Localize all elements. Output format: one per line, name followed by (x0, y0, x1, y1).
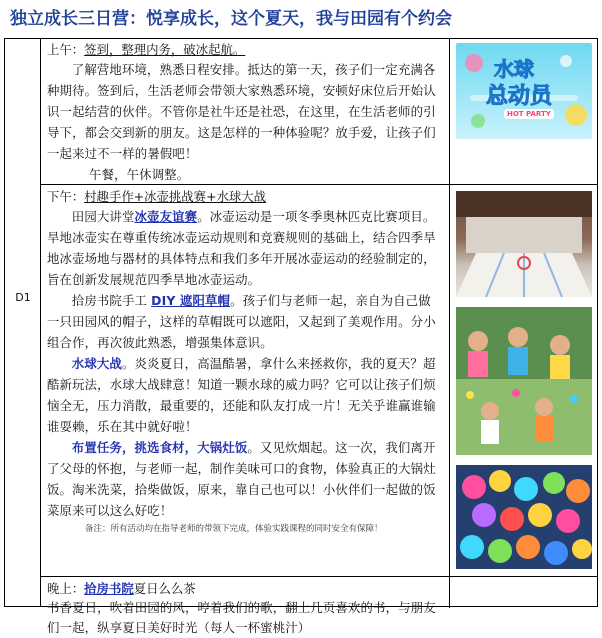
evening-label: 晚上： (47, 581, 85, 596)
poster-title-1: 水球 (494, 57, 534, 81)
morning-lunch: 午餐，午休调整。 (89, 167, 190, 182)
curling-hall-image (456, 191, 592, 297)
waterball-fight-graphic (456, 307, 592, 455)
afternoon-image-cell (449, 185, 597, 577)
page-title: 独立成长三日营：悦享成长，这个夏天，我与田园有个约会 (10, 9, 452, 29)
waterballs-graphic (456, 465, 592, 569)
poster-title-2: 总动员 (486, 84, 553, 109)
day-label: D1 (15, 291, 31, 304)
waterball-paragraph (41, 353, 449, 437)
morning-image-cell (449, 39, 597, 185)
curling-hall-graphic (456, 191, 592, 297)
waterball-fight-image (456, 307, 592, 455)
cooking-paragraph (41, 437, 449, 521)
morning-section (41, 39, 449, 185)
evening-text: 书香夏日，吹着田园的风，哼着我们的歌，翻上几页喜欢的书，与朋友们一起，纵享夏日美好时光（每人一杯蜜桃汁） (47, 600, 436, 635)
craft-highlight: DIY 遮阳草帽 (151, 293, 231, 308)
waterball-highlight: 水球大战 (71, 356, 122, 371)
evening-topic: 夏日么么茶 (133, 581, 196, 596)
poster-tag: HOT PARTY (504, 109, 554, 119)
waterball-text: 。炎炎夏日，高温酷暑，拿什么来拯救你，我的夏天？超酷新玩法，水球大战肆意！知道一颗水球的威力吗？它可以让孩子们烦恼全无，压力消散，最重要的，还能和队友打成一片！无关乎谁赢谁输谁耍赖，乐在其中就好啦！ (47, 356, 436, 434)
curling-paragraph (41, 206, 449, 290)
safety-note: 备注：所有活动均在指导老师的带领下完成，体验实践课程的同时安全有保障！ (85, 524, 383, 534)
day-column (5, 39, 41, 606)
morning-topic: 签到，整理内务，破冰起航。 (84, 42, 246, 57)
afternoon-label: 下午： (47, 189, 85, 204)
curling-highlight: 冰壶友谊赛 (134, 209, 198, 224)
afternoon-section (41, 185, 449, 577)
morning-label: 上午： (47, 42, 85, 57)
curling-text: 。冰壶运动是一项冬季奥林匹克比赛项目。旱地冰壶实在尊重传统冰壶运动规则和竞赛规则的基础上，结合四季旱地冰壶场地与器材的具体特点和我们多年开展冰壶运动的经验制定的，旨在创新发展规范四季旱地冰壶运动。 (47, 209, 436, 287)
waterball-poster-image (456, 43, 592, 139)
waterballs-image (456, 465, 592, 569)
afternoon-topic: 村趣手作+冰壶挑战赛+水球大战 (84, 189, 267, 204)
afternoon-header (41, 185, 449, 206)
craft-text: 。孩子们与老师一起，亲自为自己做一只田园风的帽子，这样的草帽既可以遮阳，又起到了美观作用。分小组合作，再次彼此熟悉，增强集体意识。 (47, 293, 436, 350)
evening-topic-highlight: 拾房书院 (84, 581, 134, 596)
cooking-text: 。又见炊烟起。这一次，我们离开了父母的怀抱，与老师一起，制作美味可口的食物，体验真正的大锅灶饭。淘米洗菜，拾柴做饭，原来，靠自己也可以！小伙伴们一起做的饭菜原来可以这么好吃！ (47, 440, 436, 518)
cooking-highlight: 布置任务，挑选食材，大锅灶饭 (71, 440, 248, 455)
evening-header (41, 577, 449, 598)
craft-lead: 拾房书院手工 (71, 293, 152, 308)
morning-header (41, 39, 449, 59)
schedule-table (4, 38, 598, 635)
evening-section (41, 577, 449, 635)
curling-lead: 田园大讲堂 (71, 209, 135, 224)
morning-paragraph: 了解营地环境，熟悉日程安排。抵达的第一天，孩子们一定充满各种期待。签到后，生活老师会带领大家熟悉环境，安顿好床位后开始认识一起结营的伙伴。不管你是社牛还是社恐，在这里，在生活老师的引导下，都会交到新的朋友。这是怎样的一种体验呢？放手爱，让孩子们一起来过不一样的暑假吧！ (47, 62, 436, 161)
evening-image-cell (449, 577, 597, 608)
craft-paragraph (41, 290, 449, 353)
